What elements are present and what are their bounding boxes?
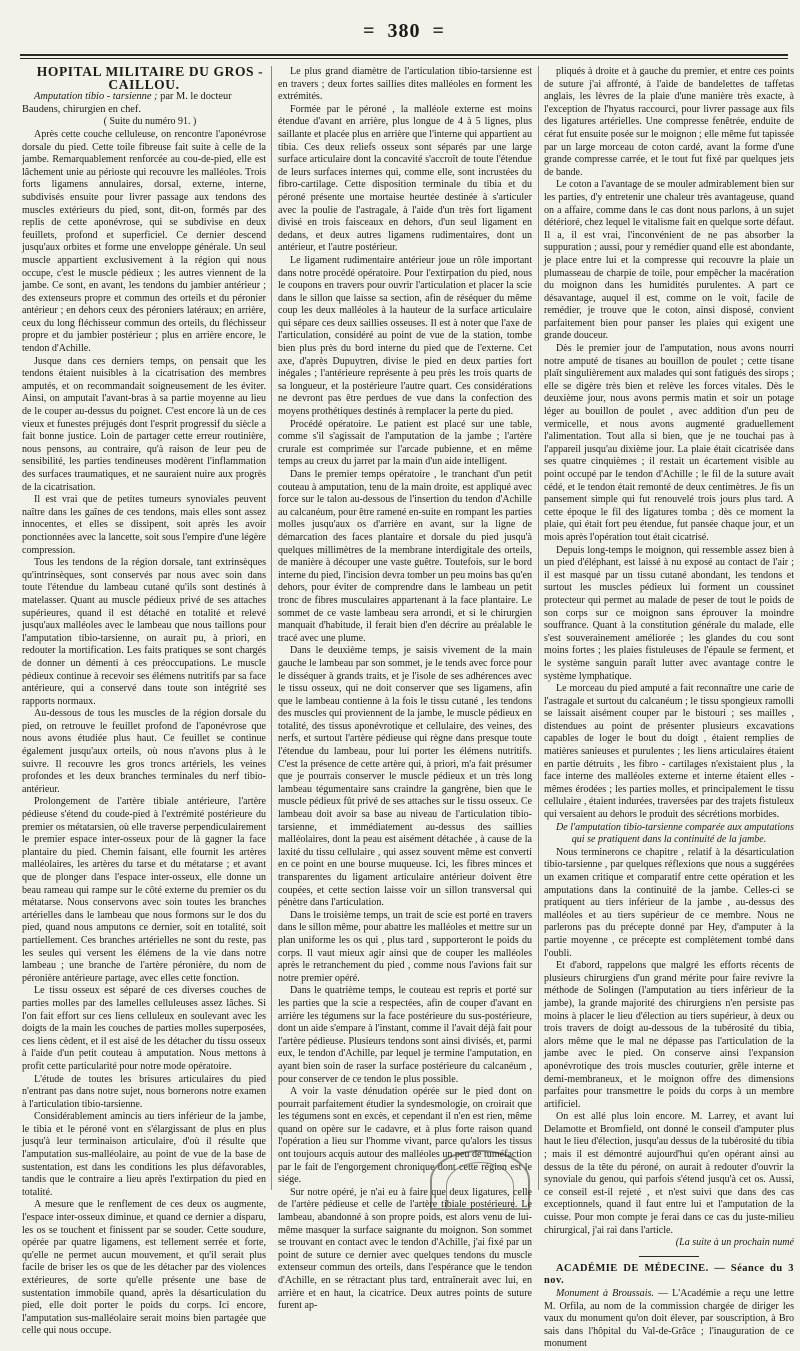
paragraph: On est allé plus loin encore. M. Larrey, et avant lui Delamotte et Bromfield, ont donné le conseil d'amputer plus haut le lieu d'élection, jusqu'au dessus de la tubérosité du tibia ; mais il est démontré aujourd'hui qu'en opérant ainsi au dessus de la tête du péroné, on aurait à redouter d'ouvrir la synoviale du genou, qui parfois s'étend jusqu'à cet os. Aussi, ce conseil est-il rejeté , et n'est suivi que dans des cas exceptionnels, quand il faut entre lui et l'amputation de la cuisse. Pour mon compte je ferai dans ce cas du juste-milieu chirurgical, j'ai rai dans l'article. bbox=[544, 1111, 794, 1236]
paragraph: L'étude de toutes les brisures articulaires du pied n'entrant pas dans notre sujet, nous bornerons notre examen à l'articulation tibio-tarsienne. bbox=[22, 1073, 266, 1110]
column-3-body bbox=[544, 66, 794, 822]
to-be-continued: (La suite à un prochain numé bbox=[675, 1237, 794, 1249]
academy-text: — L'Académie a reçu une lettre M. Orfila, au nom de la commission chargée de diriger les vaux du monument qu'on doit élever, par souscription, à Bro sais dans l'hôpital du Val-de-Grâce ; l'inauguration de ce monument bbox=[544, 1288, 794, 1350]
paragraph: Considérablement amincis au tiers inférieur de la jambe, le tibia et le péroné vont en s'élargissant de plus en plus jusqu'à leur terminaison articulaire, d'où il résulte que l'amputation sus-malléolaire, au point de vue de la base de sustentation, est dans les conditions les plus défavorables, tandis que le contraire a lieu après l'extirpation du pied en totalité. bbox=[22, 1111, 266, 1198]
paragraph: Dès le premier jour de l'amputation, nous avons nourri notre amputé de tisanes au bouillon de poulet ; cette tisane plaît singulièrement aux malades qui sont fatigués des sirops ; elle se digère très bien et relève les forces vitales. Dès le deuxième jour, nous avons permis matin et soir un potage léger au bouillon de poulet , avec addition d'un peu de vermicelle, et nous avons augmenté graduellement l'alimentation. Tout alla si bien, que je ne touchai pas à l'appareil jusqu'au dixième jour. La plaie était cicatrisée dans ses quatre cinquièmes ; il restait un écartement visible au point occupé par le tendon d'Achille ; le fil de la suture avait cédé, et le tendon était remonté de deux centimètres. Je fis un pansement simple qui fut renouvelé trois jours plus tard. A cette époque le fil des ligatures tomba ; dès ce moment la plaie, qui était fort peu étendue, fut pansée chaque jour, et un mois après l'opération tout était cicatrisé. bbox=[544, 343, 794, 543]
paragraph: A voir la vaste dénudation opérée sur le pied dont on pourrait parfaitement étudier la syndesmologie, on croirait que les tégumens sont en excès, et cependant il n'en est rien, même quand on opère sur le cadavre, et à plus forte raison quand l'opération a lieu sur l'homme vivant, parce qu'alors les tissus ont toujours acquis autour des malléoles un peu de tuméfaction par le fait de l'engorgement chronique dont cette région est le siége. bbox=[278, 1086, 532, 1186]
column-divider bbox=[538, 66, 539, 1190]
column-divider bbox=[271, 66, 272, 1190]
paragraph: Après cette couche celluleuse, on rencontre l'aponévrose dorsale du pied. Cette toile fibreuse fait suite à celle de la jambe. Remarquablement renforcée au cou-de-pied, elle est lâchement unie au périoste qui recouvre les malléoles. Trois forts ligamens annulaires, dorsal, externe, interne, subdivisés ensuite pour livrer passage aux tendons des muscles extérieurs du pied, sont, dit-on, formés par des replis de cette aponévrose, qui se subdivise en deux feuillets, profond et superficiel. Ce dernier descend jusqu'aux orbites et forme une enveloppe générale. Un seul muscle appartient exclusivement à la région qui nous occupe, c'est le muscle pédieux ; les autres viennent de la jambe. Ce sont, en avant, les tendons du jambier antérieur ; des extenseurs propre et commun des orteils et du péronier antérieur ; en dehors ceux des péroniers latéraux; en arrière, ceux du long fléchisseur commun des orteils, du fléchisseur propre et du jambier postérieur ; plus en arrière encore, le tendon d'Achille. bbox=[22, 128, 266, 355]
column-1 bbox=[22, 64, 266, 1337]
paragraph: Au-dessous de tous les muscles de la région dorsale du pied, on retrouve le feuillet profond de l'aponévrose que nous avons étudiée plus haut. Ce feuillet se continue également jusqu'aux orteils, où nous n'avons plus à le suivre. Il recouvre les gros troncs artériels, les veines profondes et les deux branches terminales du nerf tibio-antérieur. bbox=[22, 708, 266, 795]
paragraph: Dans le premier temps opératoire , le tranchant d'un petit couteau à amputation, tenu de la main droite, est appliqué avec force sur le talon au-dessous de l'insertion du tendon d'Achille au calcanéum, pour être ramené en-suite en rompant les parties molles jusqu'aux os d'arrière en avant, sur la ligne de démarcation des faces plantaire et dorsale du pied jusqu'à quelques millimètres de la membrane interdigitale des orteils, de manière à découper une vaste guêtre. Toutefois, sur le bord interne du pied, l'incision devra tomber un peu moins bas qu'en dehors, pour éviter de comprendre dans le lambeau un petit tronc de fibres musculaires appartenant à la face plantaire. Le sommet de ce vaste lambeau sera arrondi, et si le chirurgien manquait d'habitude, il ferait bien d'en décrire au préalable le tracé avec une plume. bbox=[278, 469, 532, 644]
page-header bbox=[20, 14, 788, 62]
academy-subject: Monument à Broussais. bbox=[556, 1288, 654, 1299]
library-stamp bbox=[430, 1150, 530, 1210]
article-continuation-note: ( Suite du numéro 91. ) bbox=[103, 116, 197, 128]
paragraph: Dans le deuxième temps, je saisis vivement de la main gauche le lambeau par son sommet, je le tends avec force pour le disséquer à grands traits, et je l'isole de ses adhérences avec le tissu osseux, qui ne doit conserver que ses ligamens, afin que le lambeau contienne à la fois le tissu cutané , les tendons des muscles qui proviennent de la jambe, le muscle pédieux en totalité, des tissus aponévrotique et cellulaire, des veines, des nerfs, et surtout l'artère pédieuse qui règne dans presque toute l'étendue du lambeau, pour lui porter les élémens nutritifs. C'est la présence de cette artère qui, à priori, m'a fait présumer que je pourrais conserver le muscle pédieux et un très long lambeau tégumentaire sans craindre la gangrène, bien que le muscle pédieux fût privé de ses attaches sur le tissu osseux. Ce lambeau doit avoir sa base au niveau de l'articulation tibio-tarsienne, et immédiatement au-dessus des saillies malléolaires, dont la peau est aisément détachée , à cause de la laxité du tissu cellulaire , qui assez souvent même est converti en ce point en une bourse muqueuse. Ici, les fibres minces et transparentes du ligament articulaire antérieur doivent être coupées, et cette section laisse voir un sillon transversal qui pénètre dans l'articulation. bbox=[278, 645, 532, 909]
article-title: HOPITAL MILITAIRE DU GROS - CAILLOU. bbox=[36, 64, 264, 92]
paragraph: Le ligament rudimentaire antérieur joue un rôle important dans notre procédé opératoire. Pour l'extirpation du pied, nous le coupons en travers pour ouvrir l'articulation et placer la scie dans le sillon que laisse sa section, afin de réséquer du même coup les deux malléoles à la hauteur de la surface articulaire qui sépare ces deux saillies osseuses. Il est à noter que l'axe de l'articulation, considéré au point de vue de la station, tombe bien plus près du bord interne du pied que de l'externe. Cet axe, d'après Dupuytren, divise le pied en deux parties fort inégales ; l'antérieure représente à peu près les trois quarts de sa longueur, et la postérieure l'autre quart. Ces considérations ne devront pas être perdues de vue dans la confection des moyens prothétiques destinés à remplacer la perte du pied. bbox=[278, 254, 532, 418]
page-number-dash-left: = bbox=[363, 20, 376, 42]
article-subtitle-italic: Amputation tibio - tarsienne ; bbox=[34, 91, 158, 103]
paragraph: Le coton a l'avantage de se mouler admirablement bien sur les parties, d'y entretenir une chaleur très avantageuse, quand on a affaire, comme dans le cas dont nous parlons, à un sujet détérioré, chez lequel le vitalisme fait en quelque sorte défaut. Il a, il est vrai, l'inconvénient de ne pas absorber la suppuration ; aussi, pour y remédier quand elle est abondante, je place entre lui et la compresse qui recouvre la plaie un plumasseau de charpie de toile, pour empêcher la macération du moignon dans les humidités purulentes. A part ce désavantage, auquel il est, comme on le voit, facile de remédier, je trouve que le coton, ainsi disposé, convient parfaitement bien pour panser les plaies qui exigent une grande douceur. bbox=[544, 179, 794, 342]
paragraph: Tous les tendons de la région dorsale, tant extrinsèques qu'intrinsèques, sont conservés par nous avec soin dans toute l'étendue du lambeau cutané qu'ils sont destinés à matelasser. Quant au muscle pédieux privé de ses attaches supérieures, quand il est détaché en totalité et relevé jusqu'aux malléoles avec le lambeau que nous taillons pour l'amputation tibio-tarsienne, on aurait pu, à priori, en redouter la mortification. Les faits pratiques se sont chargés de donner un démenti à ces préoccupations. Le muscle pédieux continue à recevoir ses élémens nutritifs par sa face antérieure, qui a conservé dans toute son intégrité ses rapports normaux. bbox=[22, 557, 266, 707]
paragraph: Nous terminerons ce chapitre , relatif à la désarticulation tibio-tarsienne , par quelques réflexions que nous a suggérées un examen critique et comparatif entre cette opération et les amputations dans la continuité de la jambe. Celles-ci se pratiquent au tiers inférieur de la jambe , au-dessus des malléoles et au tiers supérieur de ce membre. Nous ne parlerons pas du précepte donné par Hey, d'amputer à la partie moyenne , ce précepte est complètement tombé dans l'oubli. bbox=[544, 846, 794, 959]
article-subtitle-author: par M. le docteur Baudens, chirurgien en chef. bbox=[22, 91, 232, 115]
academy-title: ACADÉMIE DE MÉDECINE. bbox=[556, 1262, 709, 1274]
paragraph: Et d'abord, rappelons que malgré les efforts récents de plusieurs chirurgiens d'un grand mérite pour faire revivre la méthode de Solingen (l'amputation au tiers inférieur de la jambe), la grande majorité des chirurgiens n'en persiste pas moins à placer le lieu d'élection au tiers supérieur, à deux ou trois travers de doigt au-dessous de la tubérosité du tibia, alors même que le mal ne dépasse pas l'articulation de la jambe avec le pied. On conserve ainsi l'expansion aponévrotique des trois muscles couturier, grêle interne et demi-membraneux, et le moignon offre des dimensions parfaites pour transmettre le poids du corps à un membre artificiel. bbox=[544, 960, 794, 1110]
article-subtitle bbox=[22, 91, 266, 116]
paragraph: Formée par le péroné , la malléole externe est moins étendue d'avant en arrière, plus longue de 4 à 5 lignes, plus saillante et placée plus en arrière que l'interne qui appartient au tibia. Ces deux reliefs osseux sont séparés par une large surface articulaire dont la concavité s'accroît de toute l'étendue de leurs surfaces internes qui, comme elle, sont incrustées du fibro-cartilage. Cette disposition terminale du tibia et du péroné présente une mortaise heurtée destinée à s'articuler avec la poulie de l'astragale, à l'aide d'un très fort ligament divisé en trois faisceaux en dehors, d'un seul ligament en dedans, et deux autres ligamens rudimentaires, dont un antérieur, et l'autre postérieur. bbox=[278, 103, 532, 254]
paragraph: Depuis long-temps le moignon, qui ressemble assez bien à un pied d'éléphant, est laissé à nu exposé au contact de l'air ; il est masqué par un tissu cutané abondant, les tendons et surtout les muscles pédieux lui forment un coussinet protecteur qui permet au malade de peser de tout le poids de son corps sur ce moignon sans éprouver la moindre souffrance. Quant à la constitution générale du malade, elle s'est souverainement améliorée ; les glandes du cou sont moins fortes ; les plaies fistuleuses de l'épaule se ferment, et le système sanguin paraît lutter avec avantage contre le système lymphatique. bbox=[544, 544, 794, 682]
paragraph: Sur notre opéré, je n'ai eu à faire que deux ligatures, celle de l'artère pédieuse et celle de l'artère tibiale postérieure. Le lambeau, abandonné à son propre poids, est alors venu de lui-même masquer la surface saignante du moignon. Son sommet se trouvant en contact avec le tendon d'Achille, j'ai fixé par un point de suture ce dernier avec quelques tendons du muscle extenseur commun des orteils, dans l'espérance que le tendon d'Achille, en se rétractant plus tard, entraînerait avec lui, en arrière et en haut, la cicatrice. Deux autres points de suture furent ap- bbox=[278, 1186, 532, 1312]
column-2 bbox=[278, 66, 532, 1312]
paragraph: Jusque dans ces derniers temps, on pensait que les tendons étaient nuisibles à la cicatrisation des membres amputés, et on recommandait soigneusement de les éviter. Ainsi, on amputait l'avant-bras à sa partie moyenne au lieu de le couper au-dessus du poignet. C'est encore là un de ces vieux et funestes préjugés dont l'esprit progressif du siècle a fait bonne justice. Loin de partager cette erreur routinière, nous pensons, au contraire, qu'à raison de leur peu de sensibilité, les parties tendineuses modèrent l'inflammation des surfaces traumatiques, et ne sauraient nuire aux progrès de la cicatrisation. bbox=[22, 355, 266, 493]
academy-date: — Séance du 3 nov. bbox=[544, 1262, 795, 1287]
academy-heading bbox=[544, 1263, 794, 1288]
column-2-body bbox=[278, 66, 532, 1313]
paragraph: Il est vrai que de petites tumeurs synoviales peuvent naître dans les gaînes de ces tendons, mais elles sont assez innocentes, et elles se dissipent, soit après les avoir ponctionnées avec la lancette, soit sous l'empire d'une légère compression. bbox=[22, 494, 266, 556]
section-heading: De l'amputation tibio-tarsienne comparée aux amputations qui se pratiquent dans la continuité de la jambe. bbox=[556, 821, 794, 846]
paragraph: Prolongement de l'artère tibiale antérieure, l'artère pédieuse s'étend du coude-pied à l'extrémité postérieure du premier os métatarsien, où elle traverse perpendiculairement le premier espace inter-osseux pour de là gagner la face plantaire du pied. Chemin faisant, elle fournit les artères malléolaires, les artères du tarse et du métatarse ; et avant que de plonger dans l'espace inter-osseux, elle donne un beau rameau qui rampe sur le côté externe du premier os du métatarse. Nous conservons avec soin toutes les branches artérielles dans le lambeau que nous formons sur le dos du pied, quand nous amputons ce dernier, soit en totalité, soit partiellement. Ces branches artérielles ne sont du reste, pas les seules qui versent les élémens de la vie dans notre lambeau ; une branche de l'artère péronière, du nom de péronière antérieure partage, avec elles cette fonction. bbox=[22, 796, 266, 984]
column-3 bbox=[544, 66, 795, 1350]
academy-paragraph bbox=[544, 1288, 794, 1351]
column-1-body bbox=[22, 129, 266, 1338]
paragraph: Le plus grand diamètre de l'articulation tibio-tarsienne est en travers ; deux fortes saillies dites malléoles en forment les extrémités. bbox=[278, 66, 532, 103]
paragraph: A mesure que le renflement de ces deux os augmente, l'espace inter-osseux diminue, et quand ce dernier a disparu, les os se touchent et finissent par se souder. Cette soudure, opérée par quatre ligamens, est tellement serrée et forte, qu'elle ne permet aucun mouvement, et qu'il serait plus facile de briser les os que de les détacher par des violences extérieures, de sorte qu'elle présente une base de sustentation immobile quand, après la désarticulation du pied, elle doit porter le poids du corps. Ici encore, l'amputation sus-malléolaire serait moins bien partagée que celle qui nous occupe. bbox=[22, 1199, 266, 1337]
paragraph: pliqués à droite et à gauche du premier, et entre ces points de suture j'ai affronté, à l'aide de bandelettes de taffetas anglais, les lèvres de la plaie d'une manière très exacte, à l'exception de l'hyatus raccourci, pour livrer passage aux fils des ligatures artérielles. Une compresse fenêtrée, enduite de cérat fut ensuite posée sur le moignon ; elle même fut tapissée par un large morceau de coton cardé, avant la forme d'une grande compresse carrée, et le tout fut fixé par quelques jets de bande. bbox=[544, 66, 794, 178]
page-number-dash-right: = bbox=[432, 20, 445, 42]
paragraph: Le morceau du pied amputé a fait reconnaître une carie de l'astragale et surtout du calcanéum ; le tissu spongieux ramolli se laissait aisément couper par le bistouri ; ses mailles , distendues au point de présenter plusieurs excavations capables de loger le bout du doigt , étaient remplies de matières sanieuses et purulentes ; les liens articulaires étaient en partie détruits , les fibro - cartilages n'existaient plus , la face interne des malléoles externe et interne étaient elles - mêmes érodées ; les parties molles, et principalement le tissu cellulaire , étaient indurées, traversées par des trajets fistuleux qui versaient au dehors le produit des sécrétions morbides. bbox=[544, 683, 794, 821]
section-divider bbox=[639, 1256, 699, 1257]
header-rule bbox=[20, 54, 788, 56]
header-rule-thin bbox=[20, 58, 788, 59]
paragraph: Procédé opératoire. Le patient est placé sur une table, comme s'il s'agissait de l'amputation de la jambe ; l'artère crurale est comprimée sur l'arcade pubienne, et en même temps au creux du jarret par la main d'un aide intelligent. bbox=[278, 418, 532, 468]
paragraph: Le tissu osseux est séparé de ces diverses couches de parties molles par des lamelles celluleuses assez lâches. Si l'on fait effort sur ces liens celluleux en soulevant avec les doigts de la main les couches de parties molles superposées, ces liens cèdent, et il est aisé de les détacher du tissu osseux à l'aide d'un petit couteau à amputation. Nous mettons à profit cette particularité pour notre mode opératoire. bbox=[22, 985, 266, 1072]
section-body bbox=[544, 847, 794, 1237]
page-number bbox=[20, 20, 788, 43]
library-stamp-inner bbox=[446, 1162, 514, 1210]
paragraph: Dans le quatrième temps, le couteau est repris et porté sur les parties que la scie a respectées, afin de couper d'avant en arrière les tégumens sur la face postérieure du sus-postérieure, dont un aide s'empare à l'instant, comme il l'avait déjà fait pour l'artère pédieuse. Plusieurs tendons sont ainsi divisés, et, parmi eux, le tendon d'Achille, par lequel je termine l'amputation, en ayant bien soin de raser la surface postérieure du calcanéum , pour conserver de ce tendon le plus possible. bbox=[278, 985, 532, 1085]
paragraph: Dans le troisième temps, un trait de scie est porté en travers dans le sillon même, pour abattre les malléoles et mettre sur un plan uniforme les os qui , plus tard , supporteront le poids du corps. Il vaut mieux agir ainsi que de couper les malléoles après le retranchement du pied , comme nous l'avions fait sur notre premier opéré. bbox=[278, 909, 532, 984]
page-number-value: 380 bbox=[387, 20, 421, 42]
